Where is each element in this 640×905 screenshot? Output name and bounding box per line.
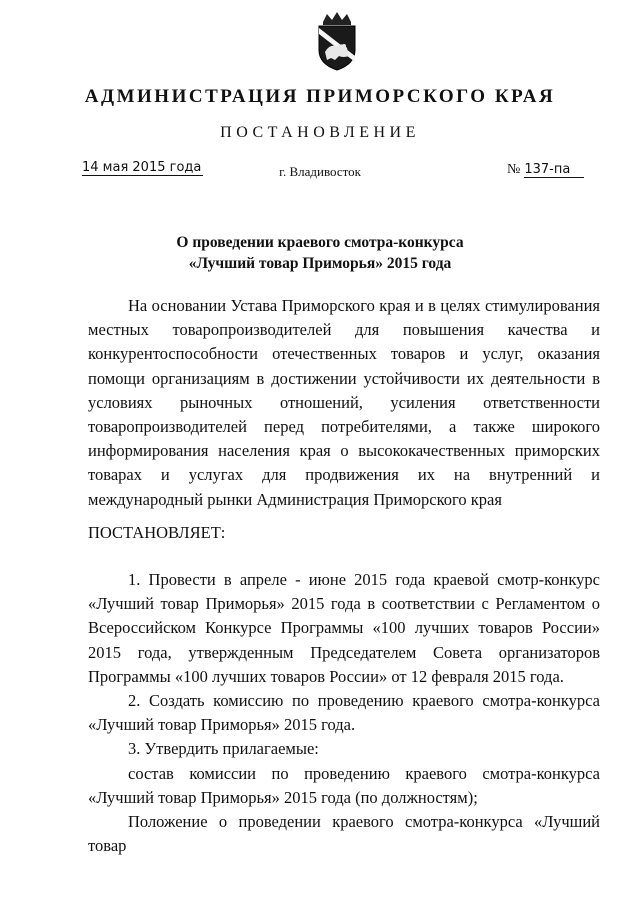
item-3b: Положение о проведении краевого смотра-конкурса «Лучший товар — [88, 812, 600, 856]
document-type: ПОСТАНОВЛЕНИЕ — [220, 124, 420, 141]
coat-of-arms-icon — [313, 12, 361, 72]
decree-word: ПОСТАНОВЛЯЕТ: — [88, 523, 226, 542]
preamble-block — [88, 294, 600, 512]
document-number — [507, 162, 584, 178]
items-block — [88, 568, 600, 858]
title-line-2: «Лучший товар Приморья» 2015 года — [188, 255, 452, 272]
item-3a: состав комиссии по проведению краевого смотра-конкурса «Лучший товар Приморья» 2015 года (по должностям); — [88, 763, 600, 807]
item-3: 3. Утвердить прилагаемые: — [128, 739, 319, 759]
document-date: 14 мая 2015 года — [82, 160, 202, 175]
preamble-paragraph: На основании Устава Приморского края и в целях стимулирования местных товаропроизводителей для повышения качества и конкурентоспособности отечественных товаров и услуг, оказания помощи организациям в достижении устойчивости их деятельности в условиях рыночных отношений, усиления ответственности товаропроизводителей перед потребителями, а также широкого информирования населения края о высококачественных приморских товарах и услугах для продвижения их на внутренний и международный рынки Администрация Приморского края — [88, 296, 600, 509]
title-line-1: О проведении краевого смотра-конкурса — [176, 234, 464, 251]
number-value: 137-па — [524, 162, 584, 178]
document-city: г. Владивосток — [279, 164, 361, 179]
number-prefix: № — [507, 162, 521, 177]
item-1: 1. Провести в апреле - июне 2015 года краевой смотр-конкурс «Лучший товар Приморья» 2015 года в соответствии с Регламентом о Всероссийском Конкурсе Программы «100 лучших товаров России» 2015 года, утвержденным Председателем Совета организаторов Программы «100 лучших товаров России» от 12 февраля 2015 года. — [88, 570, 600, 686]
item-2: 2. Создать комиссию по проведению краевого смотра-конкурса «Лучший товар Приморья» 2015 года. — [88, 691, 600, 735]
organization-name: АДМИНИСТРАЦИЯ ПРИМОРСКОГО КРАЯ — [84, 86, 556, 107]
document-title — [0, 232, 640, 274]
